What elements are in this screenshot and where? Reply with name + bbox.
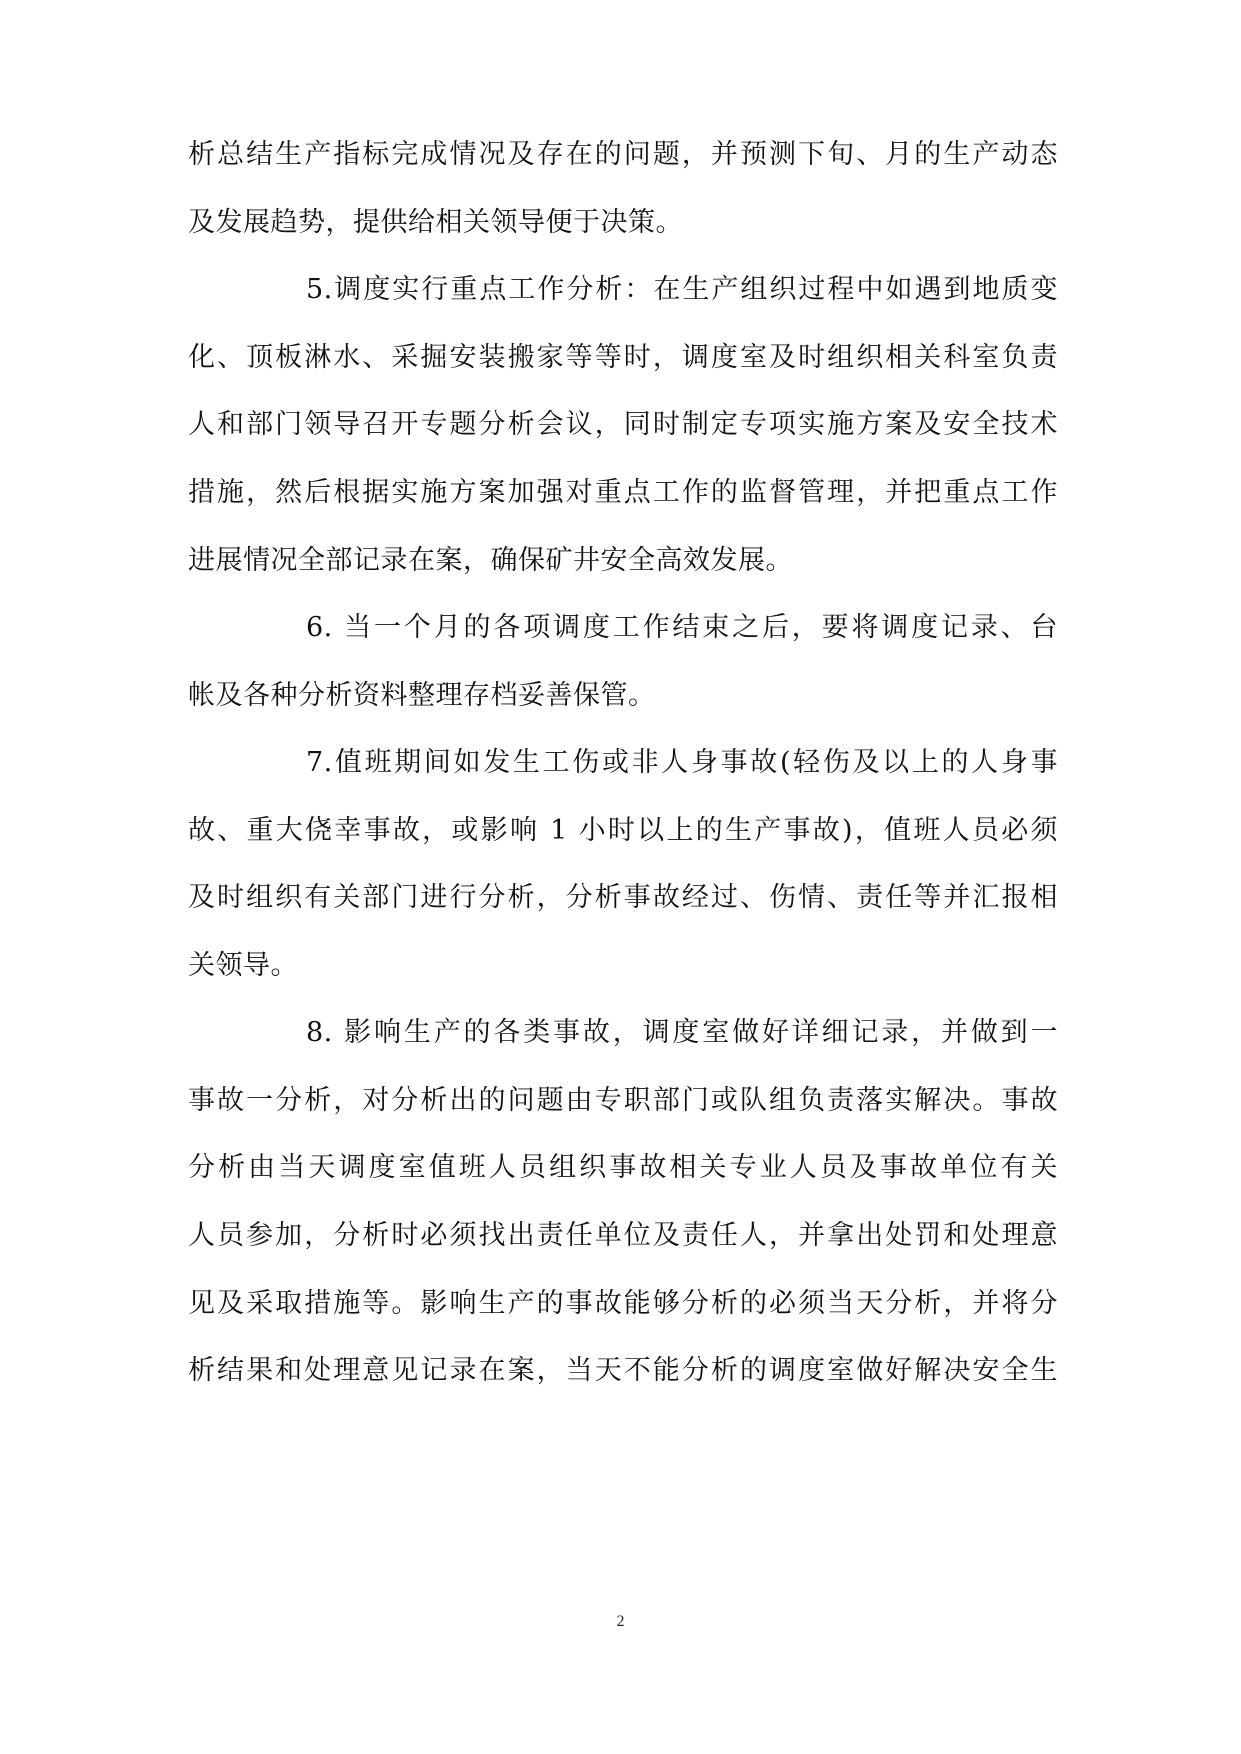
text-line: 析总结生产指标完成情况及存在的问题，并预测下旬、月的生产动态 xyxy=(188,139,1058,170)
text-line: 析结果和处理意见记录在案，当天不能分析的调度室做好解决安全生 xyxy=(188,1355,1058,1386)
page-number: 2 xyxy=(616,1613,625,1630)
text-line: 进展情况全部记录在案，确保矿井安全高效发展。 xyxy=(188,545,793,576)
text-line: 事故一分析，对分析出的问题由专职部门或队组负责落实解决。事故 xyxy=(188,1085,1058,1116)
text-line: 措施，然后根据实施方案加强对重点工作的监督管理，并把重点工作 xyxy=(188,477,1058,508)
text-line: 化、顶板淋水、采掘安装搬家等等时，调度室及时组织相关科室负责 xyxy=(188,342,1058,373)
text-line: 故、重大侥幸事故，或影响 1 小时以上的生产事故)，值班人员必须 xyxy=(188,815,1058,846)
text-line: 分析由当天调度室值班人员组织事故相关专业人员及事故单位有关 xyxy=(188,1152,1058,1183)
text-line: 人和部门领导召开专题分析会议，同时制定专项实施方案及安全技术 xyxy=(188,409,1058,440)
text-line: 关领导。 xyxy=(188,950,298,981)
paragraph-7-start: 7.值班期间如发生工伤或非人身事故(轻伤及以上的人身事 xyxy=(306,747,1058,778)
text-line: 人员参加，分析时必须找出责任单位及责任人，并拿出处罚和处理意 xyxy=(188,1220,1058,1251)
text-line: 帐及各种分析资料整理存档妥善保管。 xyxy=(188,680,656,711)
text-line: 见及采取措施等。影响生产的事故能够分析的必须当天分析，并将分 xyxy=(188,1288,1058,1319)
paragraph-5-start: 5.调度实行重点工作分析：在生产组织过程中如遇到地质变 xyxy=(306,274,1058,305)
text-line: 及发展趋势，提供给相关领导便于决策。 xyxy=(188,207,683,238)
text-line: 及时组织有关部门进行分析，分析事故经过、伤情、责任等并汇报相 xyxy=(188,882,1058,913)
paragraph-6-start: 6. 当一个月的各项调度工作结束之后，要将调度记录、台 xyxy=(306,612,1058,643)
paragraph-8-start: 8. 影响生产的各类事故，调度室做好详细记录，并做到一 xyxy=(306,1017,1058,1048)
